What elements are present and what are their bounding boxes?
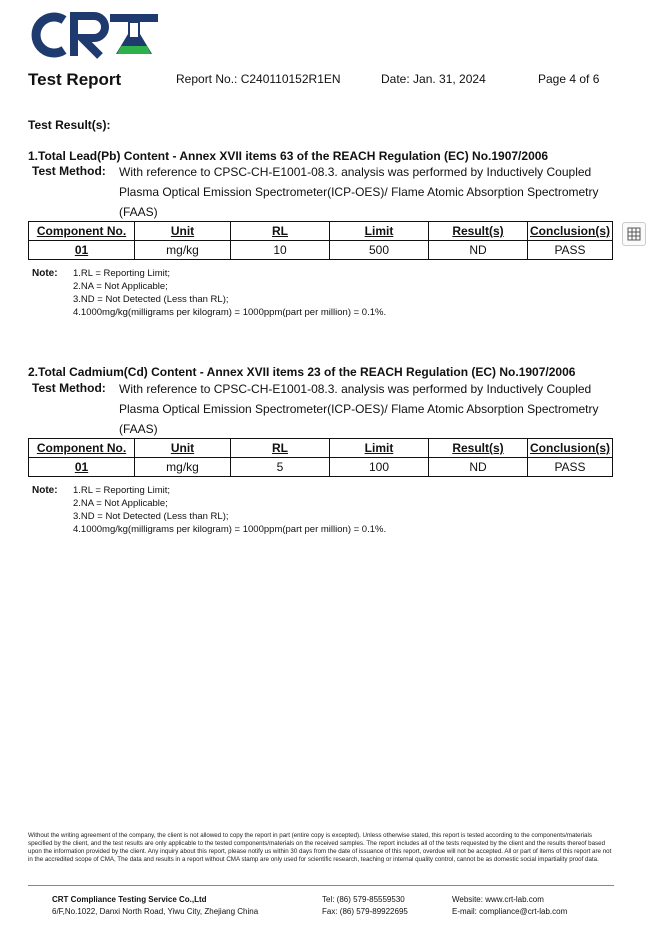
method-line: Plasma Optical Emission Spectrometer(ICP-OES)/ Flame Atomic Absorption Spectrometry	[119, 185, 599, 199]
header-limit: Limit	[330, 222, 429, 241]
cell-unit: mg/kg	[135, 458, 231, 477]
crt-logo	[24, 10, 164, 60]
footer-company-block	[52, 894, 258, 918]
note-item: 4.1000mg/kg(milligrams per kilogram) = 1000ppm(part per million) = 0.1%.	[73, 307, 387, 318]
footer-email: E-mail: compliance@crt-lab.com	[452, 907, 568, 916]
header-results: Result(s)	[429, 222, 528, 241]
header-limit: Limit	[330, 439, 429, 458]
section-1-notes	[73, 267, 386, 319]
header-component-no: Component No.	[29, 222, 135, 241]
results-heading: Test Result(s):	[28, 118, 111, 132]
method-line: With reference to CPSC-CH-E1001-08.3. analysis was performed by Inductively Coupled	[119, 165, 592, 179]
header-results: Result(s)	[429, 439, 528, 458]
report-date: Date: Jan. 31, 2024	[381, 72, 486, 86]
section-1-method-text	[119, 162, 619, 222]
note-item: 3.ND = Not Detected (Less than RL);	[73, 294, 229, 305]
footer-website: Website: www.crt-lab.com	[452, 895, 544, 904]
table-row	[29, 241, 613, 260]
method-line: Plasma Optical Emission Spectrometer(ICP-OES)/ Flame Atomic Absorption Spectrometry	[119, 402, 599, 416]
footer-tel: Tel: (86) 579-85559530	[322, 895, 405, 904]
section-2-results-table	[28, 438, 613, 477]
section-2-title: 2.Total Cadmium(Cd) Content - Annex XVII items 23 of the REACH Regulation (EC) No.1907/2006	[28, 365, 576, 379]
section-2-method-label: Test Method:	[32, 381, 106, 395]
section-1-title: 1.Total Lead(Pb) Content - Annex XVII items 63 of the REACH Regulation (EC) No.1907/2006	[28, 149, 549, 163]
cell-rl: 5	[231, 458, 330, 477]
cell-result: ND	[429, 458, 528, 477]
method-line: (FAAS)	[119, 205, 158, 219]
footer-web-block	[452, 894, 567, 918]
section-1-method-label: Test Method:	[32, 164, 106, 178]
section-2-notes	[73, 484, 386, 536]
page-number: Page 4 of 6	[538, 72, 600, 86]
cell-component-no: 01	[29, 241, 135, 260]
note-item: 3.ND = Not Detected (Less than RL);	[73, 511, 229, 522]
cell-limit: 500	[330, 241, 429, 260]
method-line: With reference to CPSC-CH-E1001-08.3. analysis was performed by Inductively Coupled	[119, 382, 592, 396]
note-item: 1.RL = Reporting Limit;	[73, 268, 171, 279]
cell-conclusion: PASS	[528, 458, 613, 477]
header-rl: RL	[231, 439, 330, 458]
table-grid-icon[interactable]	[622, 222, 646, 246]
note-item: 4.1000mg/kg(milligrams per kilogram) = 1000ppm(part per million) = 0.1%.	[73, 524, 387, 535]
footer-company: CRT Compliance Testing Service Co.,Ltd	[52, 895, 207, 904]
method-line: (FAAS)	[119, 422, 158, 436]
header-rl: RL	[231, 222, 330, 241]
header-component-no: Component No.	[29, 439, 135, 458]
table-grid-glyph	[627, 227, 641, 241]
cell-rl: 10	[231, 241, 330, 260]
footer-fax: Fax: (86) 579-89922695	[322, 907, 408, 916]
footer-address: 6/F,No.1022, Danxi North Road, Yiwu City, Zhejiang China	[52, 907, 259, 916]
cell-unit: mg/kg	[135, 241, 231, 260]
disclaimer-text: Without the writing agreement of the company, the client is not allowed to copy the report in part (entire copy is excepted). Unless otherwise stated, this report is tested according to the components/materials specified by the client, and the test results are only applicable to the tested components/materials on the received samples. The report includes all of the tests requested by the client and the results thereof based upon the information provided by the client. Any inquiry about this report, please notify us within 30 days from the date of issuance of this report, overdue will not be accepted. All or part of items of this report are not in the accredited scope of CMA, The data and results in a report without CMA stamp are only used for scientific research, teaching or internal quality control, cannot be as domestic social impartiality proof data.	[28, 832, 612, 863]
header-conclusions: Conclusion(s)	[528, 439, 613, 458]
cell-conclusion: PASS	[528, 241, 613, 260]
report-number: Report No.: C240110152R1EN	[176, 72, 341, 86]
header-unit: Unit	[135, 439, 231, 458]
cell-result: ND	[429, 241, 528, 260]
section-2-note-label: Note:	[32, 485, 58, 496]
header-conclusions: Conclusion(s)	[528, 222, 613, 241]
footer-divider	[28, 885, 614, 886]
note-item: 2.NA = Not Applicable;	[73, 281, 168, 292]
table-header-row	[29, 439, 613, 458]
note-item: 2.NA = Not Applicable;	[73, 498, 168, 509]
section-2-method-text	[119, 379, 619, 439]
table-row	[29, 458, 613, 477]
cell-component-no: 01	[29, 458, 135, 477]
note-item: 1.RL = Reporting Limit;	[73, 485, 171, 496]
footer-phone-block	[322, 894, 408, 918]
cell-limit: 100	[330, 458, 429, 477]
header-unit: Unit	[135, 222, 231, 241]
report-title: Test Report	[28, 70, 122, 89]
section-1-results-table	[28, 221, 613, 260]
table-header-row	[29, 222, 613, 241]
section-1-note-label: Note:	[32, 268, 58, 279]
